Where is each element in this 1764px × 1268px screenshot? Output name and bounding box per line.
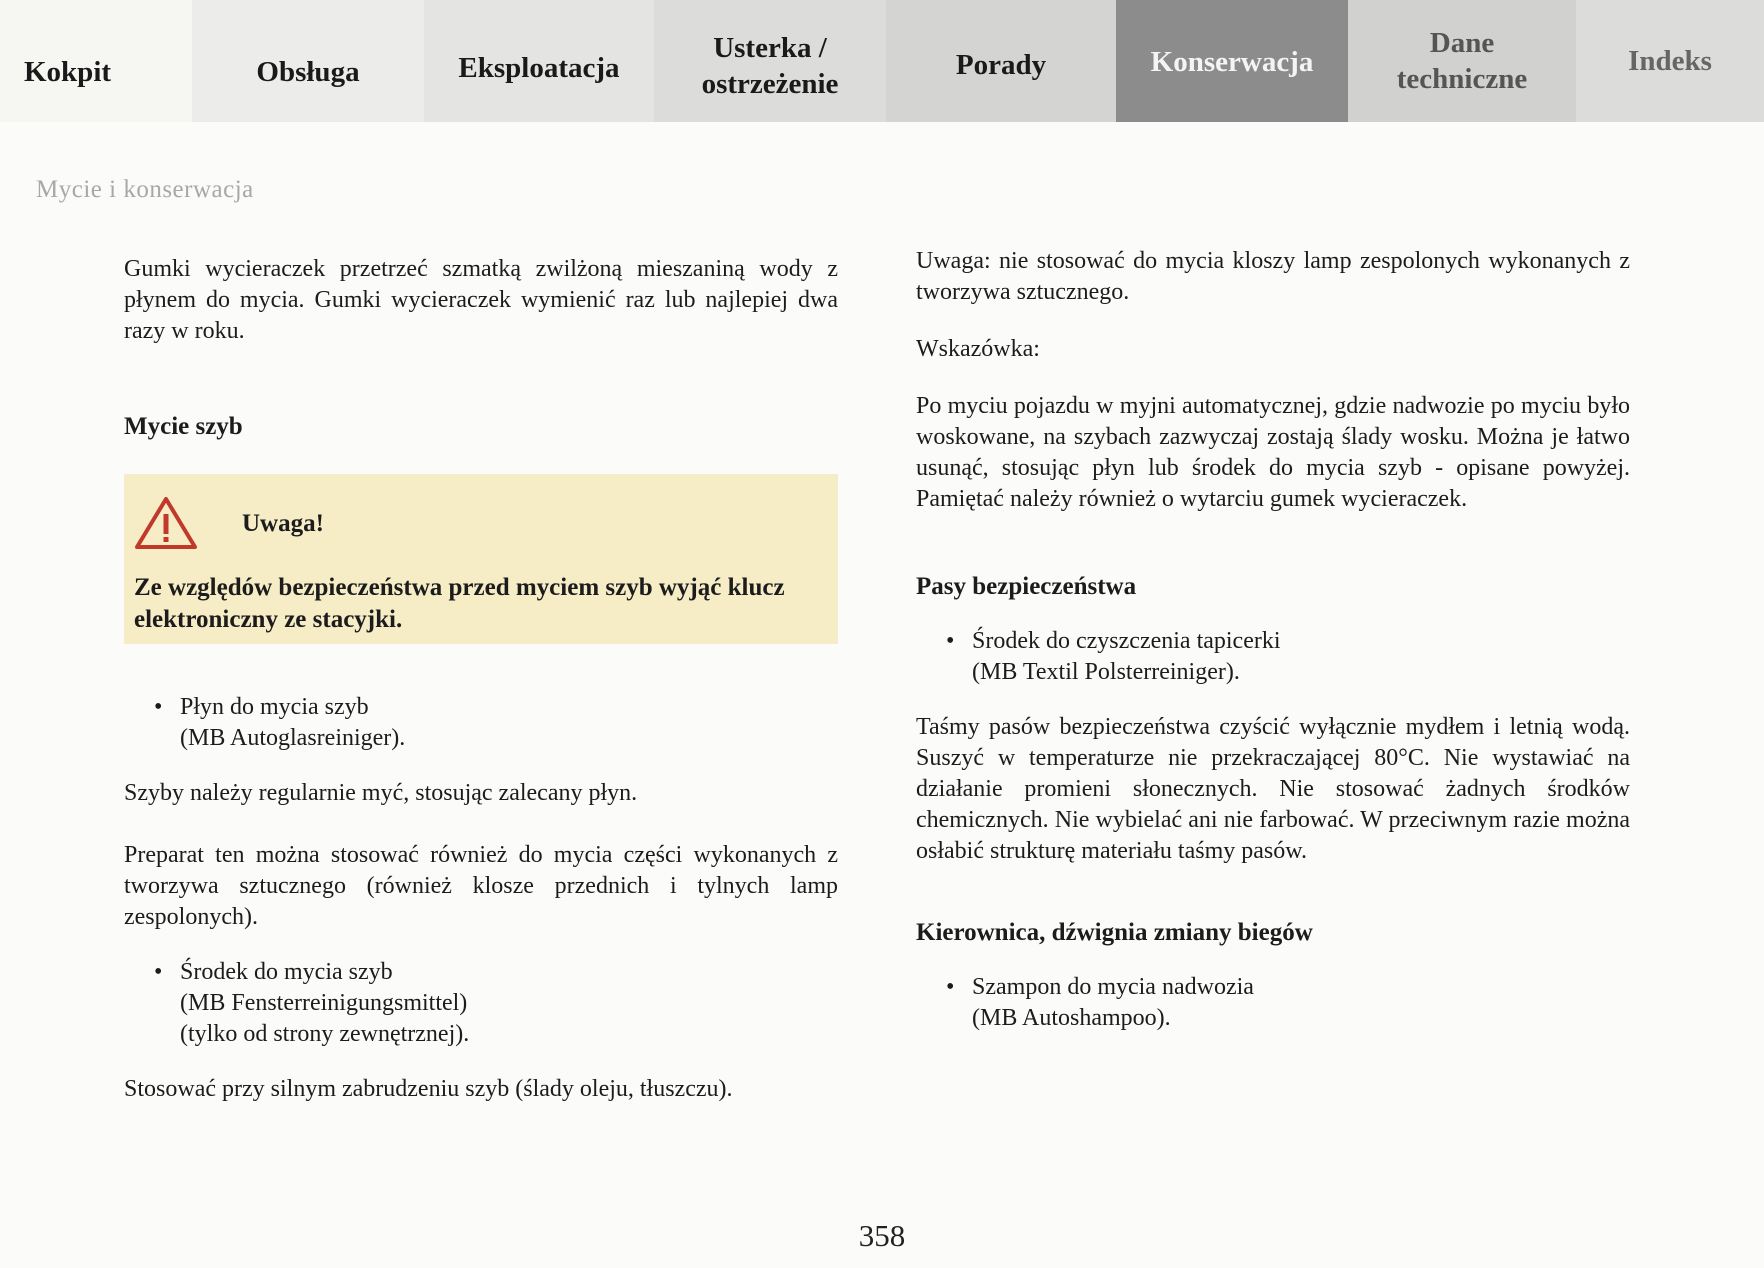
bullet-icon: • bbox=[946, 628, 955, 654]
intro-paragraph: Gumki wycieraczek przetrzeć szmatką zwilżoną mieszaniną wody z płynem do mycia. Gumki wycieraczek wymienić raz lub najlepiej dwa razy w roku. bbox=[124, 256, 838, 344]
hint-paragraph: Po myciu pojazdu w myjni automatycznej, gdzie nadwozie po myciu było woskowane, na szybach zazwyczaj zostają ślady wosku. Można je łatwo usunąć, stosując płyn lub środek do mycia szyb - opisane powyżej. Pamiętać należy również o wytarciu gumek wycieraczek. bbox=[916, 393, 1630, 512]
bullet-icon: • bbox=[154, 959, 163, 985]
tab-kokpit[interactable] bbox=[0, 0, 192, 122]
bullet-line: Płyn do mycia szyb bbox=[180, 694, 369, 720]
bullet-line: (MB Textil Polsterreiniger). bbox=[972, 659, 1240, 685]
heading-pasy: Pasy bezpieczeństwa bbox=[916, 573, 1137, 600]
paragraph: Szyby należy regularnie myć, stosując zalecany płyn. bbox=[124, 780, 638, 806]
bullet-list bbox=[946, 972, 1630, 1034]
bullet-list bbox=[154, 957, 838, 1050]
tab-label-line1: Dane bbox=[1429, 27, 1495, 59]
bullet-line: Środek do czyszczenia tapicerki bbox=[972, 628, 1281, 654]
tab-konserwacja-active[interactable] bbox=[1116, 0, 1348, 122]
page-number: 358 bbox=[858, 1218, 906, 1253]
list-item bbox=[154, 692, 838, 754]
tab-label-line2: techniczne bbox=[1396, 63, 1528, 95]
paragraph: Taśmy pasów bezpieczeństwa czyścić wyłącznie mydłem i letnią wodą. Suszyć w temperaturze nie przekraczającej 80°C. Nie wystawiać na działanie promieni słonecznych. Nie stosować żadnych środków chemicznych. Nie wybielać ani nie farbować. W przeciwnym razie można osłabić strukturę materiału taśmy pasów. bbox=[916, 714, 1630, 864]
left-column bbox=[124, 254, 838, 1105]
section-label: Mycie i konserwacja bbox=[36, 176, 254, 203]
bullet-icon: • bbox=[946, 974, 955, 1000]
warning-text: Ze względów bezpieczeństwa przed myciem szyb wyjąć klucz elektroniczny ze stacyjki. bbox=[134, 574, 785, 633]
note-paragraph: Uwaga: nie stosować do mycia kloszy lamp zespolonych wykonanych z tworzywa sztucznego. bbox=[916, 248, 1630, 305]
tab-label: Eksploatacja bbox=[458, 52, 620, 84]
list-item bbox=[946, 626, 1630, 688]
bullet-list bbox=[154, 692, 838, 754]
heading-mycie-szyb: Mycie szyb bbox=[124, 413, 243, 440]
warning-title: Uwaga! bbox=[242, 509, 324, 537]
bullet-line: Środek do mycia szyb bbox=[180, 959, 393, 985]
warning-triangle-icon bbox=[134, 496, 198, 550]
bullet-line: Szampon do mycia nadwozia bbox=[972, 974, 1254, 1000]
tab-dane-techniczne[interactable] bbox=[1348, 0, 1576, 122]
tab-porady[interactable] bbox=[886, 0, 1116, 122]
chapter-tab-bar bbox=[0, 0, 1764, 122]
paragraph: Stosować przy silnym zabrudzeniu szyb (ślady oleju, tłuszczu). bbox=[124, 1076, 733, 1102]
bullet-line: (tylko od strony zewnętrznej). bbox=[180, 1021, 470, 1047]
tab-label-line1: Usterka / bbox=[713, 32, 827, 64]
tab-label: Kokpit bbox=[24, 56, 112, 88]
tab-label: Konserwacja bbox=[1150, 46, 1314, 78]
hint-label: Wskazówka: bbox=[916, 336, 1040, 362]
tab-label: Obsługa bbox=[256, 56, 360, 88]
list-item bbox=[154, 957, 838, 1050]
bullet-line: (MB Fensterreinigungsmittel) bbox=[180, 990, 468, 1016]
tab-label: Indeks bbox=[1628, 45, 1712, 77]
tab-eksploatacja[interactable] bbox=[424, 0, 654, 122]
tab-obsluga[interactable] bbox=[192, 0, 424, 122]
right-column bbox=[916, 246, 1630, 1034]
list-item bbox=[946, 972, 1630, 1034]
bullet-line: (MB Autoshampoo). bbox=[972, 1005, 1171, 1031]
bullet-icon: • bbox=[154, 694, 163, 720]
bullet-list bbox=[946, 626, 1630, 688]
tab-usterka-ostrzezenie[interactable] bbox=[654, 0, 886, 122]
tab-label: Porady bbox=[955, 49, 1047, 81]
tab-indeks[interactable] bbox=[1576, 0, 1764, 122]
heading-kierownica: Kierownica, dźwignia zmiany biegów bbox=[916, 919, 1313, 946]
warning-box bbox=[124, 474, 838, 644]
paragraph: Preparat ten można stosować również do mycia części wykonanych z tworzywa sztucznego (również klosze przednich i tylnych lamp zespolonych). bbox=[124, 842, 838, 930]
bullet-line: (MB Autoglasreiniger). bbox=[180, 725, 406, 751]
tab-label-line2: ostrzeżenie bbox=[701, 68, 839, 100]
